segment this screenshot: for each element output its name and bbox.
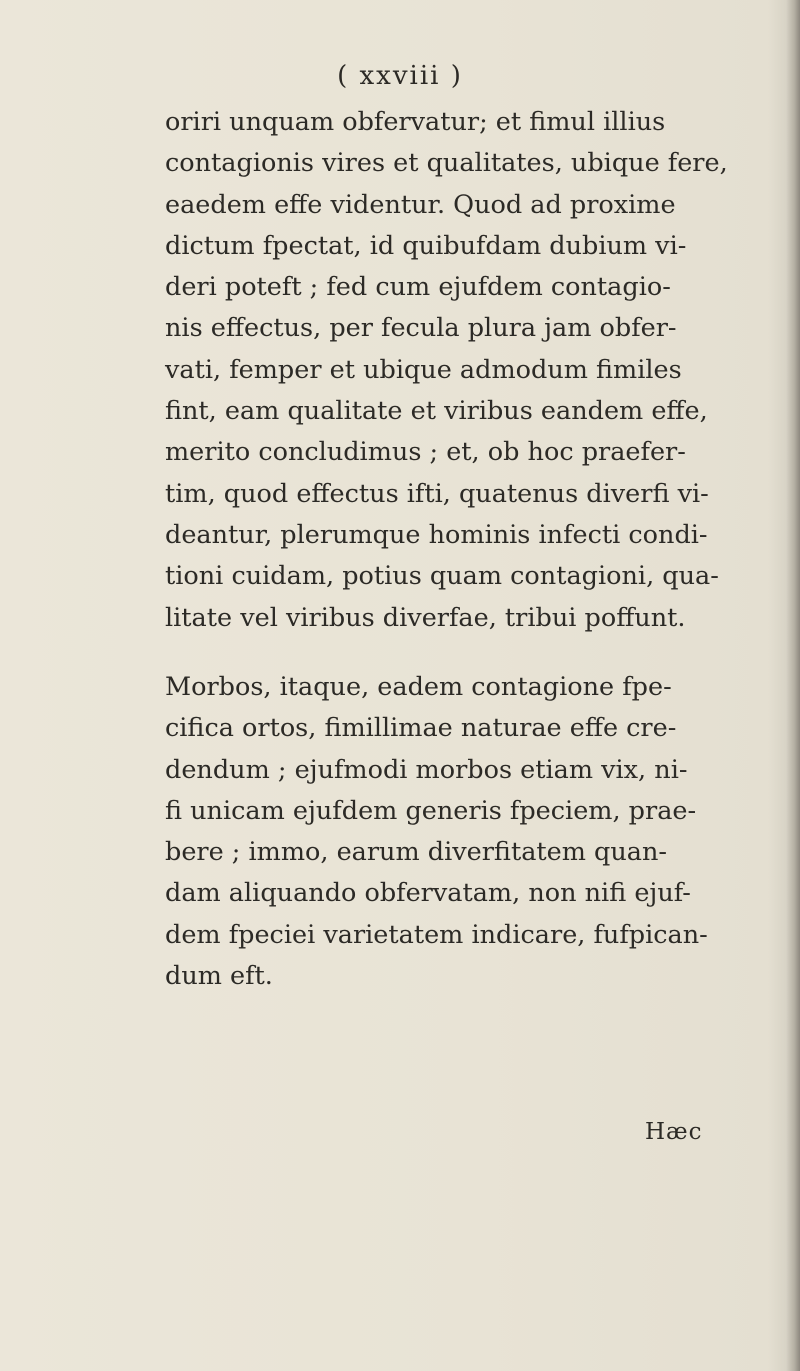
text-line: litate vel viribus diverfae, tribui poffunt.	[165, 602, 686, 633]
page-edge-shadow	[786, 0, 800, 1371]
text-line: dendum ; ejufmodi morbos etiam vix, ni-	[165, 754, 688, 785]
text-line: Morbos, itaque, eadem contagione fpe-	[165, 672, 672, 702]
text-line: dem fpeciei varietatem indicare, fufpican-	[165, 919, 708, 950]
page-number: ( xxviii )	[337, 61, 463, 91]
text-line: fint, eam qualitate et viribus eandem effe,	[165, 396, 708, 427]
text-line: dictum fpectat, id quibufdam dubium vi-	[165, 230, 687, 261]
text-line: dum eft.	[165, 961, 273, 992]
text-line: nis effectus, per fecula plura jam obfer-	[165, 313, 677, 344]
text-line: cifica ortos, fimillimae naturae effe cre-	[165, 713, 677, 744]
text-line: deantur, plerumque hominis infecti condi-	[165, 519, 708, 550]
text-line: tim, quod effectus ifti, quatenus diverfi vi-	[165, 478, 709, 509]
text-line: vati, femper et ubique admodum fimiles	[165, 354, 682, 385]
paragraph-1	[165, 102, 765, 639]
text-line: contagionis vires et qualitates, ubique fere,	[165, 148, 728, 179]
text-line: dam aliquando obfervatam, non nifi ejuf-	[165, 878, 691, 909]
text-line: merito concludimus ; et, ob hoc praefer-	[165, 437, 686, 468]
catchword: Hæc	[645, 1119, 703, 1145]
text-line: deri poteft ; fed cum ejufdem contagio-	[165, 272, 671, 303]
text-line: fi unicam ejufdem generis fpeciem, prae-	[165, 795, 697, 826]
text-line: tioni cuidam, potius quam contagioni, qua-	[165, 561, 719, 592]
text-line: oriri unquam obfervatur; et fimul illius	[165, 107, 666, 137]
paragraph-2	[165, 667, 765, 997]
text-line: bere ; immo, earum diverfitatem quan-	[165, 837, 668, 868]
text-line: eaedem effe videntur. Quod ad proxime	[165, 189, 676, 220]
